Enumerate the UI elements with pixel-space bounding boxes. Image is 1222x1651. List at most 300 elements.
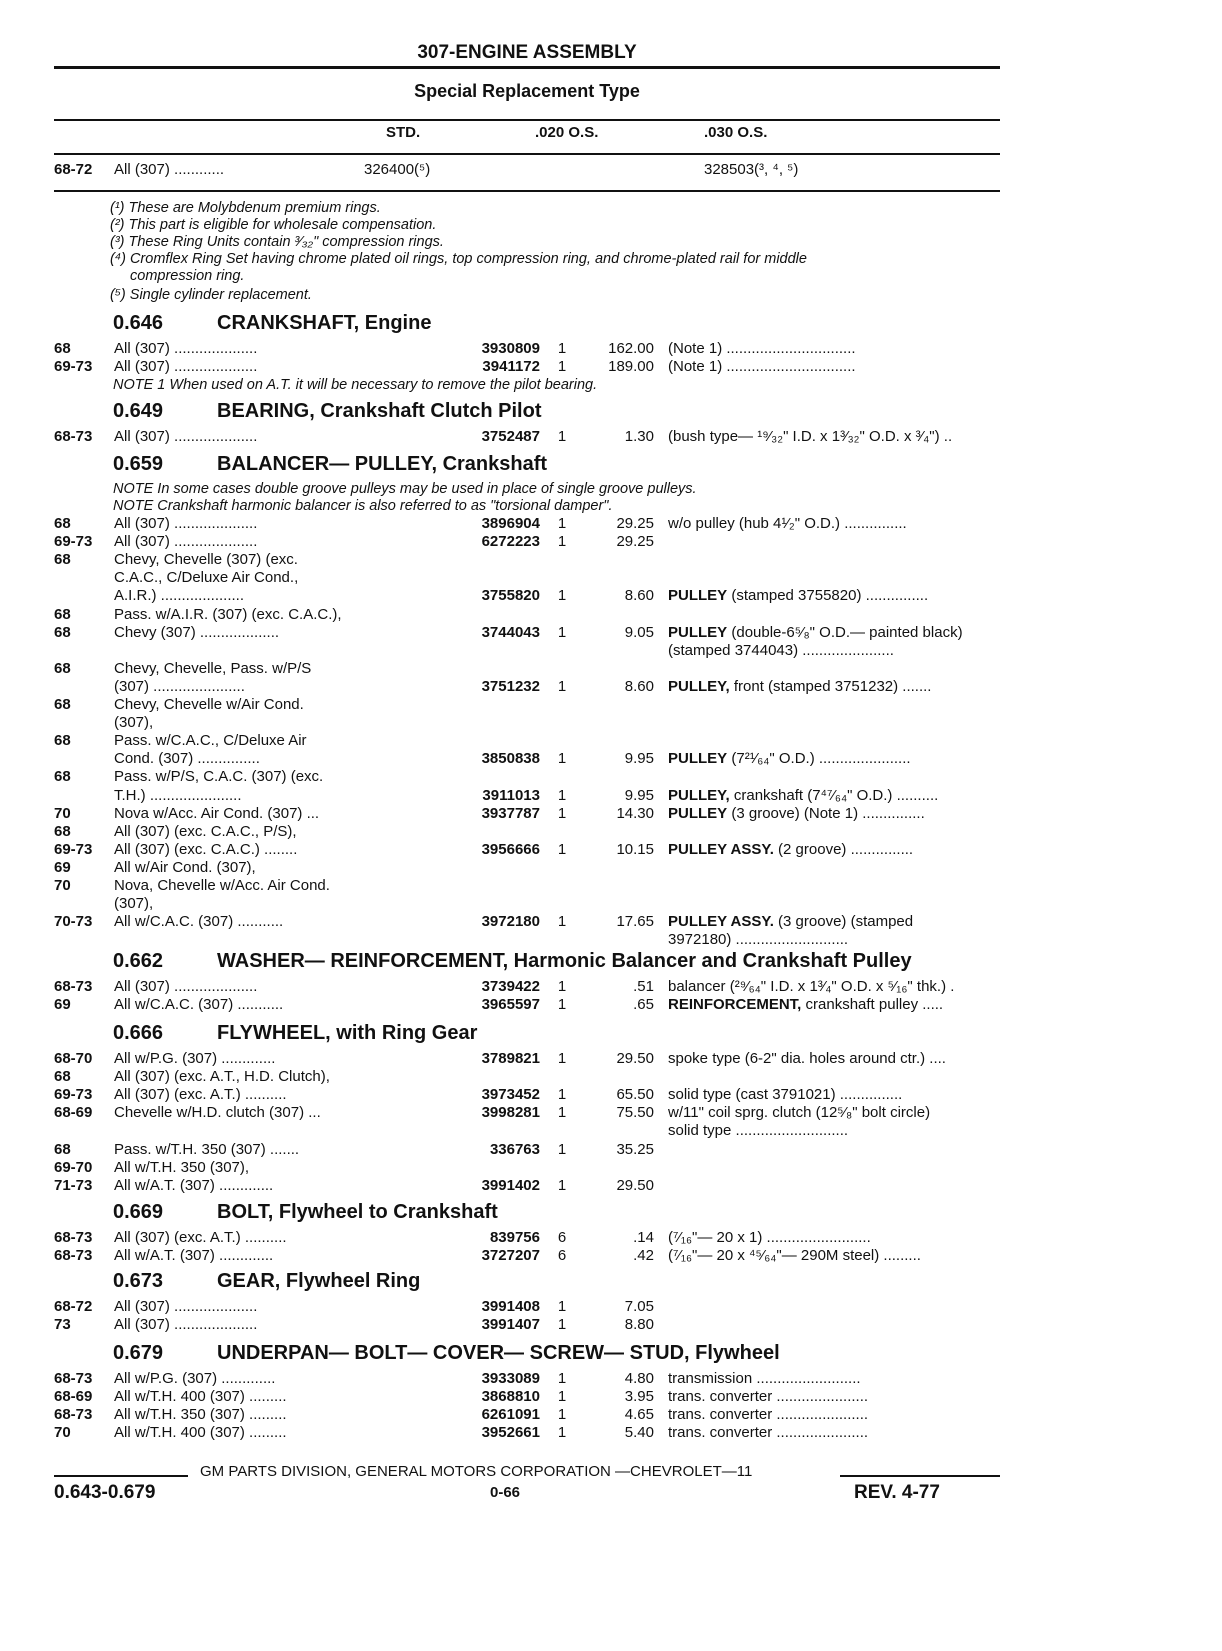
- row-application: A.I.R.) ....................: [114, 587, 245, 605]
- row-price: 4.80: [624, 1370, 654, 1387]
- table-row: [54, 877, 1000, 895]
- table-row: [54, 1086, 1000, 1104]
- row-price: 1.30: [624, 428, 654, 445]
- table-row: [54, 642, 1000, 660]
- row-application: All (307) ....................: [114, 340, 258, 357]
- section-title: BALANCER— PULLEY, Crankshaft: [217, 453, 548, 475]
- row-price: .42: [633, 1247, 654, 1265]
- section-number: 0.646: [113, 312, 164, 334]
- row-years: 68-69: [54, 1388, 93, 1406]
- table-row: [54, 678, 1000, 696]
- row-years: 68: [54, 732, 71, 750]
- section-heading: [113, 310, 431, 336]
- row-quantity: 1: [557, 340, 567, 357]
- row-quantity: 1: [557, 587, 567, 605]
- row-years: 68-72: [54, 1298, 93, 1315]
- row-description: [668, 1104, 1000, 1122]
- row-description-text: (⁷⁄₁₆"— 20 x ⁴⁵⁄₆₄"— 290M steel) .........: [668, 1247, 921, 1265]
- row-description: [668, 1247, 1000, 1265]
- row-years: 68: [54, 696, 71, 713]
- row-application: (307),: [114, 714, 154, 732]
- row-quantity: 1: [557, 1406, 567, 1424]
- row-application: Pass. w/P/S, C.A.C. (307) (exc.: [114, 768, 324, 786]
- table-row: [54, 1229, 1000, 1247]
- row-quantity: 1: [557, 978, 567, 995]
- row-years: 68: [54, 340, 71, 357]
- row-years: 68: [54, 1140, 71, 1158]
- row-description: [668, 931, 1000, 949]
- table-row: [54, 551, 1000, 569]
- table-row: [54, 805, 1000, 823]
- footnote: compression ring.: [130, 268, 245, 284]
- row-years: 70-73: [54, 913, 93, 931]
- row-description: [668, 750, 1000, 768]
- row-part-number: 3973452: [481, 1086, 540, 1104]
- row-part-number: 3933089: [481, 1370, 540, 1387]
- row-price: 9.95: [624, 786, 654, 804]
- row-years: 68-73: [54, 1247, 93, 1265]
- row-application: All w/Air Cond. (307),: [114, 858, 256, 876]
- row-quantity: 1: [557, 1370, 567, 1387]
- row-years: 69: [54, 858, 71, 876]
- row-description-text: (double-6⁵⁄₈" O.D.— painted black): [727, 623, 963, 641]
- row-years: 68-73: [54, 1229, 93, 1246]
- row-price: 65.50: [616, 1086, 654, 1104]
- table-row: [54, 587, 1000, 605]
- header-rule-bottom: [54, 153, 1000, 155]
- row-application: All (307) (exc. A.T.) ..........: [114, 1229, 287, 1246]
- row-application: All w/T.H. 400 (307) .........: [114, 1388, 287, 1406]
- table-row: [54, 1424, 1000, 1442]
- row-quantity: 1: [557, 750, 567, 768]
- row-application: All (307) ....................: [114, 428, 258, 445]
- table-row: [54, 569, 1000, 587]
- row-description-text: (Note 1) ...............................: [668, 358, 856, 376]
- row-application: All w/T.H. 350 (307),: [114, 1158, 250, 1176]
- row-description: [668, 1406, 1000, 1424]
- row-years: 73: [54, 1316, 71, 1334]
- row-description-text: spoke type (6-2" dia. holes around ctr.) ....: [668, 1050, 946, 1067]
- row-years: 68: [54, 822, 71, 840]
- row-description-keyword: PULLEY: [668, 804, 728, 822]
- footnote: (⁵) Single cylinder replacement.: [110, 287, 312, 303]
- row-description: [668, 678, 1000, 696]
- row-years: 69-73: [54, 358, 93, 376]
- row-description: [668, 340, 1000, 358]
- row-years: 68-73: [54, 978, 93, 995]
- row-years: 68-73: [54, 1406, 93, 1424]
- row-part-number: 336763: [489, 1140, 540, 1158]
- row-description-text: transmission .........................: [668, 1370, 861, 1387]
- row-part-number: 3930809: [481, 340, 540, 357]
- row-application: T.H.) ......................: [114, 786, 242, 804]
- section-title: CRANKSHAFT, Engine: [217, 312, 432, 334]
- row-price: 29.50: [616, 1176, 654, 1194]
- row-quantity: 1: [557, 428, 567, 445]
- table-row: [54, 996, 1000, 1014]
- row-price: 8.60: [624, 677, 654, 695]
- section-note: NOTE Crankshaft harmonic balancer is also referred to as "torsional damper".: [113, 498, 613, 514]
- ring-std: 326400(⁵): [364, 161, 431, 178]
- table-row: [54, 1159, 1000, 1177]
- section-title: BOLT, Flywheel to Crankshaft: [217, 1201, 498, 1223]
- row-quantity: 1: [557, 533, 567, 551]
- footer-range: 0.643-0.679: [54, 1482, 156, 1503]
- table-row: [54, 913, 1000, 931]
- table-row: [54, 696, 1000, 714]
- row-price: 4.65: [624, 1406, 654, 1424]
- row-part-number: 3744043: [481, 623, 540, 641]
- table-row: [54, 660, 1000, 678]
- row-application: All (307) (exc. A.T., H.D. Clutch),: [114, 1068, 330, 1086]
- table-row: [54, 1122, 1000, 1140]
- table-row: [54, 1388, 1000, 1406]
- section-number: 0.662: [113, 950, 164, 972]
- table-row: [54, 859, 1000, 877]
- row-price: 7.05: [624, 1298, 654, 1315]
- row-description-text: (Note 1) ...............................: [668, 340, 856, 357]
- row-description-text: trans. converter ......................: [668, 1388, 869, 1406]
- section-heading: [113, 1199, 498, 1225]
- row-application: Nova w/Acc. Air Cond. (307) ...: [114, 804, 320, 822]
- table-row: [54, 358, 1000, 376]
- row-description: [668, 1424, 1000, 1442]
- row-description: [668, 1229, 1000, 1247]
- row-description: [668, 1050, 1000, 1068]
- row-application: Pass. w/C.A.C., C/Deluxe Air: [114, 732, 307, 750]
- row-application: Chevy (307) ...................: [114, 623, 280, 641]
- row-application: All (307) ....................: [114, 978, 258, 995]
- row-years: 71-73: [54, 1176, 93, 1194]
- row-application: (307) ......................: [114, 677, 245, 695]
- footer-page-number: 0-66: [490, 1484, 521, 1501]
- table-row: [54, 1247, 1000, 1265]
- row-description: [668, 787, 1000, 805]
- row-quantity: 1: [557, 1140, 567, 1158]
- row-description-keyword: REINFORCEMENT,: [668, 996, 802, 1014]
- table-row: [54, 533, 1000, 551]
- row-part-number: 839756: [489, 1229, 540, 1246]
- table-row: [54, 931, 1000, 949]
- row-description-text: 3972180) ...........................: [668, 931, 849, 949]
- title-rule: [54, 66, 1000, 69]
- row-quantity: 1: [557, 1424, 567, 1442]
- section-number: 0.669: [113, 1201, 164, 1223]
- row-part-number: 3751232: [481, 677, 540, 695]
- row-part-number: 3789821: [481, 1050, 540, 1067]
- row-price: 29.50: [616, 1050, 654, 1067]
- row-years: 68-69: [54, 1104, 93, 1122]
- row-quantity: 1: [557, 1316, 567, 1334]
- row-application: Chevelle w/H.D. clutch (307) ...: [114, 1104, 321, 1122]
- row-application: All (307) ....................: [114, 533, 258, 551]
- row-description-text: (3 groove) (Note 1) ...............: [727, 804, 925, 822]
- row-description-keyword: PULLEY: [668, 750, 728, 768]
- footnote: (²) This part is eligible for wholesale compensation.: [110, 217, 437, 233]
- row-description-text: crankshaft pulley .....: [801, 996, 944, 1014]
- row-part-number: 3850838: [481, 750, 540, 768]
- row-quantity: 1: [557, 913, 567, 931]
- row-part-number: 3952661: [481, 1424, 540, 1442]
- table-row: [54, 428, 1000, 446]
- row-description-text: w/o pulley (hub 4¹⁄₂" O.D.) ...............: [668, 515, 907, 532]
- row-quantity: 1: [557, 515, 567, 532]
- row-application: All w/P.G. (307) .............: [114, 1050, 276, 1067]
- row-description-text: w/11" coil sprg. clutch (12⁵⁄₈" bolt circle): [668, 1104, 931, 1122]
- table-row: [54, 768, 1000, 786]
- row-description: [668, 1388, 1000, 1406]
- row-part-number: 3911013: [482, 786, 540, 804]
- section-heading: [113, 398, 541, 424]
- row-description-text: (2 groove) ...............: [773, 840, 914, 858]
- row-years: 69-73: [54, 840, 93, 858]
- row-application: C.A.C., C/Deluxe Air Cond.,: [114, 569, 299, 587]
- table-row: [54, 1141, 1000, 1159]
- ring-years: 68-72: [54, 161, 93, 178]
- row-description-text: (7²¹⁄₆₄" O.D.) ......................: [727, 750, 911, 768]
- row-application: All w/P.G. (307) .............: [114, 1370, 276, 1387]
- row-application: All w/C.A.C. (307) ...........: [114, 996, 284, 1014]
- row-quantity: 1: [557, 996, 567, 1014]
- section-heading: [113, 1340, 780, 1366]
- row-years: 68: [54, 1068, 71, 1086]
- row-quantity: 1: [557, 358, 567, 376]
- row-application: All (307) ....................: [114, 1316, 258, 1334]
- row-quantity: 1: [557, 623, 567, 641]
- row-description-keyword: PULLEY,: [668, 786, 730, 804]
- row-description-text: trans. converter ......................: [668, 1406, 869, 1424]
- row-description-text: front (stamped 3751232) .......: [729, 677, 932, 695]
- row-price: 5.40: [624, 1424, 654, 1442]
- row-quantity: 1: [557, 1050, 567, 1067]
- footer-revision: REV. 4-77: [854, 1482, 940, 1503]
- row-price: 10.15: [616, 840, 654, 858]
- row-price: 162.00: [608, 340, 654, 357]
- row-description: [668, 428, 1000, 446]
- row-price: 8.80: [624, 1316, 654, 1334]
- row-description: [668, 642, 1000, 660]
- row-description-text: balancer (²⁹⁄₆₄" I.D. x 1³⁄₄" O.D. x ⁵⁄₁₆" thk.) .: [668, 978, 955, 995]
- row-application: All w/A.T. (307) .............: [114, 1247, 274, 1265]
- ring-030: 328503(³, ⁴, ⁵): [704, 161, 799, 178]
- row-part-number: 3752487: [481, 428, 540, 445]
- row-years: 68-73: [54, 1370, 93, 1387]
- row-description-text: (3 groove) (stamped: [773, 913, 914, 931]
- row-quantity: 6: [557, 1229, 567, 1246]
- row-application: Chevy, Chevelle (307) (exc.: [114, 551, 298, 569]
- table-row: [54, 1068, 1000, 1086]
- row-application: All (307) ....................: [114, 515, 258, 532]
- section-title: BEARING, Crankshaft Clutch Pilot: [217, 400, 542, 422]
- section-heading: [113, 451, 547, 477]
- row-years: 69: [54, 996, 71, 1014]
- row-description-text: crankshaft (7⁴⁷⁄₆₄" O.D.) ..........: [729, 786, 939, 804]
- row-application: All w/C.A.C. (307) ...........: [114, 913, 284, 931]
- row-application: Cond. (307) ...............: [114, 750, 260, 768]
- row-price: .65: [633, 996, 654, 1014]
- row-price: 9.95: [624, 750, 654, 768]
- row-description: [668, 515, 1000, 533]
- row-years: 70: [54, 1424, 71, 1442]
- row-part-number: 3998281: [481, 1104, 540, 1122]
- ring-row: [54, 161, 1000, 179]
- row-quantity: 1: [557, 1388, 567, 1406]
- table-row: [54, 978, 1000, 996]
- table-row: [54, 714, 1000, 732]
- row-description: [668, 587, 1000, 605]
- table-row: [54, 841, 1000, 859]
- row-description-text: (stamped 3755820) ...............: [727, 587, 929, 605]
- ring-rule: [54, 190, 1000, 192]
- col-020-header: .020 O.S.: [535, 124, 599, 141]
- row-years: 68-70: [54, 1050, 93, 1067]
- row-price: 14.30: [616, 804, 654, 822]
- row-quantity: 1: [557, 1104, 567, 1122]
- row-description-text: (⁷⁄₁₆"— 20 x 1) .........................: [668, 1229, 871, 1246]
- row-quantity: 6: [557, 1247, 567, 1265]
- row-quantity: 1: [557, 804, 567, 822]
- row-part-number: 3868810: [481, 1388, 540, 1406]
- table-row: [54, 624, 1000, 642]
- row-part-number: 3727207: [481, 1247, 540, 1265]
- section-title: UNDERPAN— BOLT— COVER— SCREW— STUD, Flywheel: [217, 1342, 780, 1364]
- row-years: 68: [54, 551, 71, 569]
- page-subtitle: Special Replacement Type: [414, 81, 640, 101]
- row-description: [668, 1086, 1000, 1104]
- row-part-number: 3991402: [481, 1176, 540, 1194]
- table-row: [54, 1050, 1000, 1068]
- table-row: [54, 1316, 1000, 1334]
- row-part-number: 3956666: [481, 840, 540, 858]
- footnote: (⁴) Cromflex Ring Set having chrome plated oil rings, top compression ring, and chrome-plated rail for middle: [110, 251, 807, 267]
- footer-rule-left: [54, 1475, 188, 1477]
- row-part-number: 3941172: [482, 358, 540, 376]
- footnote: (¹) These are Molybdenum premium rings.: [110, 200, 381, 216]
- row-application: (307),: [114, 895, 154, 913]
- row-years: 68: [54, 515, 71, 532]
- row-quantity: 1: [557, 840, 567, 858]
- table-row: [54, 787, 1000, 805]
- row-description: [668, 996, 1000, 1014]
- row-description: [668, 841, 1000, 859]
- table-row: [54, 1104, 1000, 1122]
- section-number: 0.659: [113, 453, 164, 475]
- row-price: 189.00: [608, 358, 654, 376]
- row-application: All w/T.H. 400 (307) .........: [114, 1424, 287, 1442]
- table-row: [54, 606, 1000, 624]
- row-application: All (307) (exc. C.A.C.) ........: [114, 840, 298, 858]
- table-row: [54, 1406, 1000, 1424]
- table-row: [54, 823, 1000, 841]
- row-part-number: 3972180: [481, 913, 540, 931]
- row-description: [668, 1122, 1000, 1140]
- row-application: All w/A.T. (307) .............: [114, 1176, 274, 1194]
- row-description: [668, 358, 1000, 376]
- row-description-keyword: PULLEY,: [668, 677, 730, 695]
- page-title: 307-ENGINE ASSEMBLY: [417, 42, 637, 63]
- row-part-number: 3896904: [481, 515, 540, 532]
- row-description: [668, 978, 1000, 996]
- row-part-number: 3991407: [481, 1316, 540, 1334]
- row-price: .14: [633, 1229, 654, 1246]
- row-application: All (307) ....................: [114, 358, 258, 376]
- row-years: 68-73: [54, 428, 93, 445]
- row-part-number: 3991408: [481, 1298, 540, 1315]
- section-title: GEAR, Flywheel Ring: [217, 1270, 421, 1292]
- row-years: 69-73: [54, 533, 93, 551]
- row-quantity: 1: [557, 1086, 567, 1104]
- row-description-text: solid type ...........................: [668, 1122, 849, 1140]
- table-row: [54, 1370, 1000, 1388]
- col-030-header: .030 O.S.: [704, 124, 768, 141]
- row-part-number: 3739422: [481, 978, 540, 995]
- row-years: 69-70: [54, 1158, 93, 1176]
- section-number: 0.679: [113, 1342, 164, 1364]
- table-row: [54, 732, 1000, 750]
- row-part-number: 3755820: [481, 587, 540, 605]
- row-application: Pass. w/T.H. 350 (307) .......: [114, 1140, 300, 1158]
- row-price: 29.25: [616, 515, 654, 532]
- row-description: [668, 624, 1000, 642]
- row-description: [668, 1370, 1000, 1388]
- row-quantity: 1: [557, 677, 567, 695]
- row-description-keyword: PULLEY ASSY.: [668, 913, 774, 931]
- footer-rule-right: [840, 1475, 1000, 1477]
- row-part-number: 3965597: [481, 996, 540, 1014]
- row-description-text: (bush type— ¹⁹⁄₃₂" I.D. x 1³⁄₃₂" O.D. x ³⁄₄") ..: [668, 428, 953, 445]
- footer-division: GM PARTS DIVISION, GENERAL MOTORS CORPORATION —CHEVROLET—11: [200, 1463, 753, 1480]
- footnote: (³) These Ring Units contain ³⁄₃₂" compression rings.: [110, 234, 444, 250]
- row-application: Nova, Chevelle w/Acc. Air Cond.: [114, 877, 330, 894]
- table-row: [54, 750, 1000, 768]
- row-price: 3.95: [624, 1388, 654, 1406]
- row-price: 29.25: [616, 533, 654, 551]
- section-number: 0.673: [113, 1270, 164, 1292]
- section-heading: [113, 948, 912, 974]
- row-application: Chevy, Chevelle, Pass. w/P/S: [114, 659, 312, 677]
- row-price: 75.50: [616, 1104, 654, 1122]
- row-price: 8.60: [624, 587, 654, 605]
- row-application: Chevy, Chevelle w/Air Cond.: [114, 696, 304, 713]
- row-years: 68: [54, 605, 71, 623]
- row-description-text: (stamped 3744043) ......................: [668, 641, 894, 659]
- row-quantity: 1: [557, 786, 567, 804]
- section-heading: [113, 1268, 420, 1294]
- row-years: 70: [54, 877, 71, 894]
- section-number: 0.649: [113, 400, 164, 422]
- section-note: NOTE In some cases double groove pulleys may be used in place of single groove pulleys.: [113, 481, 697, 497]
- row-description-keyword: PULLEY: [668, 623, 728, 641]
- row-price: .51: [633, 978, 654, 995]
- section-number: 0.666: [113, 1022, 164, 1044]
- table-row: [54, 515, 1000, 533]
- row-application: Pass. w/A.I.R. (307) (exc. C.A.C.),: [114, 605, 342, 623]
- header-rule-top: [54, 119, 1000, 121]
- row-description-text: solid type (cast 3791021) ...............: [668, 1086, 903, 1104]
- row-application: All (307) (exc. C.A.C., P/S),: [114, 822, 297, 840]
- section-note: NOTE 1 When used on A.T. it will be necessary to remove the pilot bearing.: [113, 377, 598, 394]
- row-application: All w/T.H. 350 (307) .........: [114, 1406, 287, 1424]
- row-part-number: 6261091: [481, 1406, 540, 1424]
- section-title: WASHER— REINFORCEMENT, Harmonic Balancer and Crankshaft Pulley: [217, 950, 912, 972]
- row-years: 68: [54, 659, 71, 677]
- row-price: 9.05: [624, 623, 654, 641]
- row-years: 69-73: [54, 1086, 93, 1104]
- table-row: [54, 895, 1000, 913]
- table-row: [54, 1177, 1000, 1195]
- col-std-header: STD.: [386, 124, 421, 141]
- row-quantity: 1: [557, 1176, 567, 1194]
